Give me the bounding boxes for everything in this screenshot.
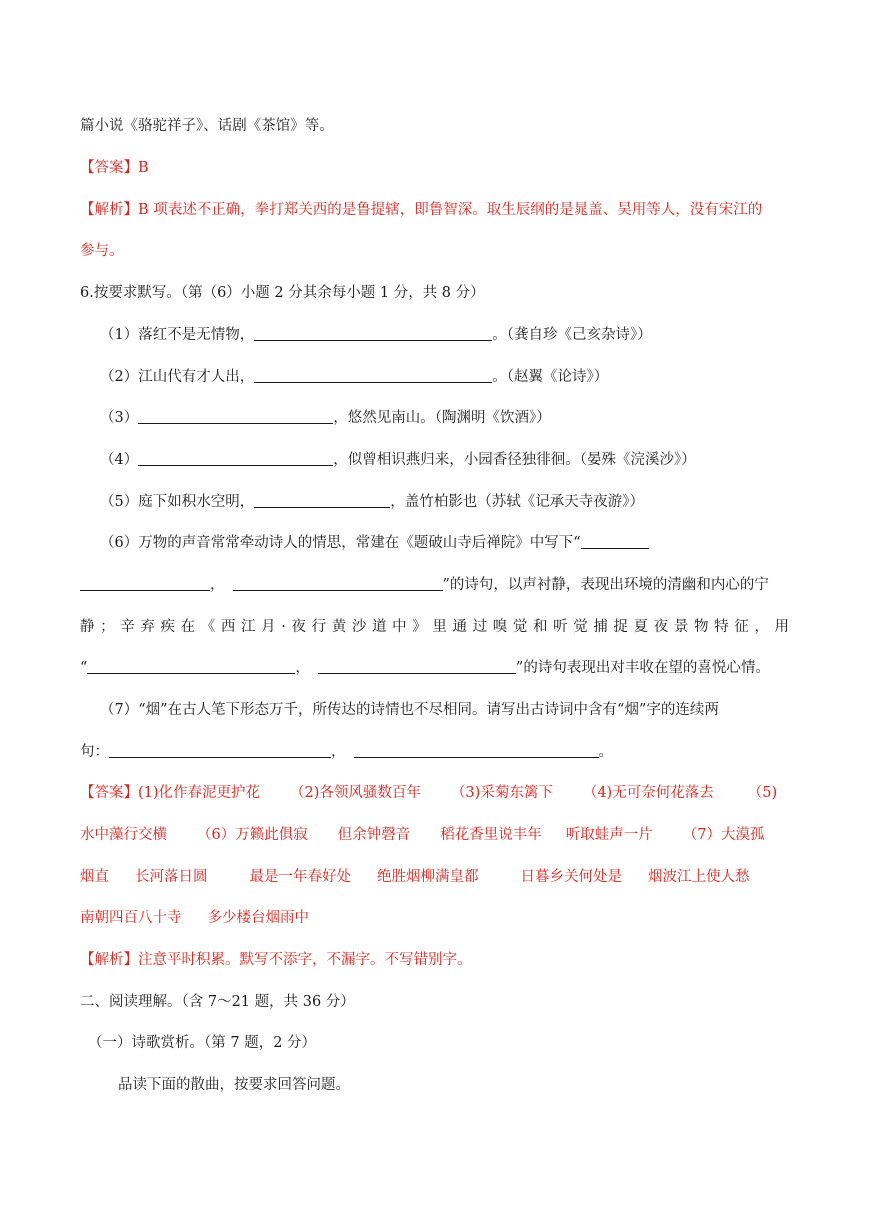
fill-item-6-line2: ， ”的诗句，以声衬静，表现出环境的清幽和内心的宁 (80, 575, 769, 595)
answer-blank[interactable] (109, 743, 331, 758)
justified-char: 江 (241, 619, 256, 635)
analysis-label: 【解析】 (80, 202, 138, 218)
question-stem: 6.按要求默写。（第（6）小题 2 分其余每小题 1 分，共 8 分） (80, 285, 485, 301)
answer-blank[interactable] (254, 493, 390, 508)
answer-blank[interactable] (318, 659, 516, 674)
fill-item-3: （3） ，悠然见南山。（陶渊明《饮酒》） (100, 410, 551, 426)
subsection-title: （一）诗歌赏析。（第 7 题，2 分） (88, 1035, 317, 1051)
justified-char: 疾 (160, 619, 175, 635)
justified-char: 捕 (593, 619, 608, 635)
answer-blank[interactable] (87, 659, 295, 674)
justified-char: 特 (714, 619, 729, 635)
fill-item-6-line3 (80, 617, 789, 637)
justified-char: 捉 (613, 619, 628, 635)
justified-char: 嗅 (492, 619, 508, 635)
answer-blank[interactable] (254, 326, 492, 341)
analysis-line: 参与。 (80, 243, 124, 259)
justified-char: 》 (412, 619, 427, 635)
justified-char: 景 (673, 619, 689, 635)
instruction-text: 品读下面的散曲，按要求回答问题。 (118, 1077, 350, 1093)
answer-label: 【答案】 (80, 785, 138, 801)
justified-char: ， (754, 619, 769, 635)
justified-char: 辛 (120, 619, 135, 635)
fill-item-1: （1）落红不是无情物， 。（龚自珍《己亥杂诗》） (100, 327, 652, 343)
justified-char: 和 (532, 619, 548, 635)
justified-char: 听 (553, 619, 568, 635)
justified-char: 物 (693, 619, 709, 635)
analysis-label: 【解析】 (80, 952, 138, 968)
justified-char: 沙 (351, 619, 367, 635)
justified-char: 西 (220, 619, 236, 635)
answer-blank[interactable] (138, 451, 333, 466)
justified-char: 夜 (653, 619, 669, 635)
justified-char: 过 (472, 619, 488, 635)
justified-char: 行 (311, 619, 327, 635)
justified-char: 里 (432, 619, 447, 635)
justified-char: 征 (734, 619, 749, 635)
answer-blank[interactable] (581, 534, 649, 549)
justified-char: · (281, 619, 286, 635)
answer-blank[interactable] (254, 368, 492, 383)
justified-char: 用 (774, 619, 789, 635)
justified-char: 觉 (512, 619, 528, 635)
analysis-line: 【解析】注意平时积累。默写不添字，不漏字。不写错别字。 (80, 952, 472, 968)
fill-item-6-line4: “ ， ”的诗句表现出对丰收在望的喜悦心情。 (80, 660, 770, 676)
justified-char: 觉 (573, 619, 588, 635)
fill-item-7-line2: 句： ， 。 (80, 744, 613, 760)
answer-blank[interactable] (233, 576, 443, 591)
text-line: 篇小说《骆驼祥子》、话剧《茶馆》等。 (80, 118, 334, 134)
fill-item-5: （5）庭下如积水空明， ，盖竹柏影也（苏轼《记承天寺夜游》） (100, 494, 644, 510)
fill-item-2: （2）江山代有才人出， 。（赵翼《论诗》） (100, 369, 609, 385)
answer-blank[interactable] (138, 409, 333, 424)
justified-char: 月 (261, 619, 276, 635)
justified-char: 道 (371, 619, 387, 635)
answer-value: B (138, 160, 149, 176)
answer-line (80, 158, 149, 178)
justified-char: 中 (392, 619, 407, 635)
justified-char: 在 (180, 619, 196, 635)
answer-line: 烟直 长河落日圆 最是一年春好处 绝胜烟柳满皇都 日暮乡关何处是 烟波江上使人愁 (80, 869, 750, 885)
justified-char: ； (100, 619, 115, 635)
fill-item-4: （4） ，似曾相识燕归来，小园香径独徘徊。（晏殊《浣溪沙》） (100, 452, 696, 468)
answer-blank[interactable] (80, 576, 210, 591)
answer-line: 【答案】(1)化作春泥更护花 （2)各领风骚数百年 （3)采菊东篱下 （4)无可奈何花落去 （5) (80, 785, 778, 801)
analysis-line: 【解析】B 项表述不正确，拳打郑关西的是鲁提辖，即鲁智深。取生辰纲的是晁盖、吴用等人，没有宋江的 (80, 202, 763, 218)
fill-item-6: （6）万物的声音常常牵动诗人的情思，常建在《题破山寺后禅院》中写下“ (100, 533, 649, 553)
justified-char: 《 (200, 619, 216, 635)
justified-char: 弃 (140, 619, 155, 635)
answer-label: 【答案】 (80, 160, 138, 176)
answer-blank[interactable] (354, 743, 599, 758)
fill-item-7: （7）“烟”在古人笔下形态万千，所传达的诗情也不尽相同。请写出古诗词中含有“烟”字的连续两 (100, 702, 719, 718)
justified-char: 夜 (291, 619, 306, 635)
justified-char: 静 (80, 619, 95, 635)
justified-char: 夏 (633, 619, 649, 635)
justified-char: 黄 (331, 619, 347, 635)
section-title: 二、阅读理解。（含 7～21 题，共 36 分） (80, 994, 355, 1010)
answer-line: 南朝四百八十寺 多少楼台烟雨中 (80, 910, 309, 926)
answer-line: 水中藻行交横 （6）万籁此俱寂 但余钟磬音 稻花香里说丰年 听取蛙声一片 （7）大漠孤 (80, 827, 765, 843)
justified-char: 通 (452, 619, 467, 635)
